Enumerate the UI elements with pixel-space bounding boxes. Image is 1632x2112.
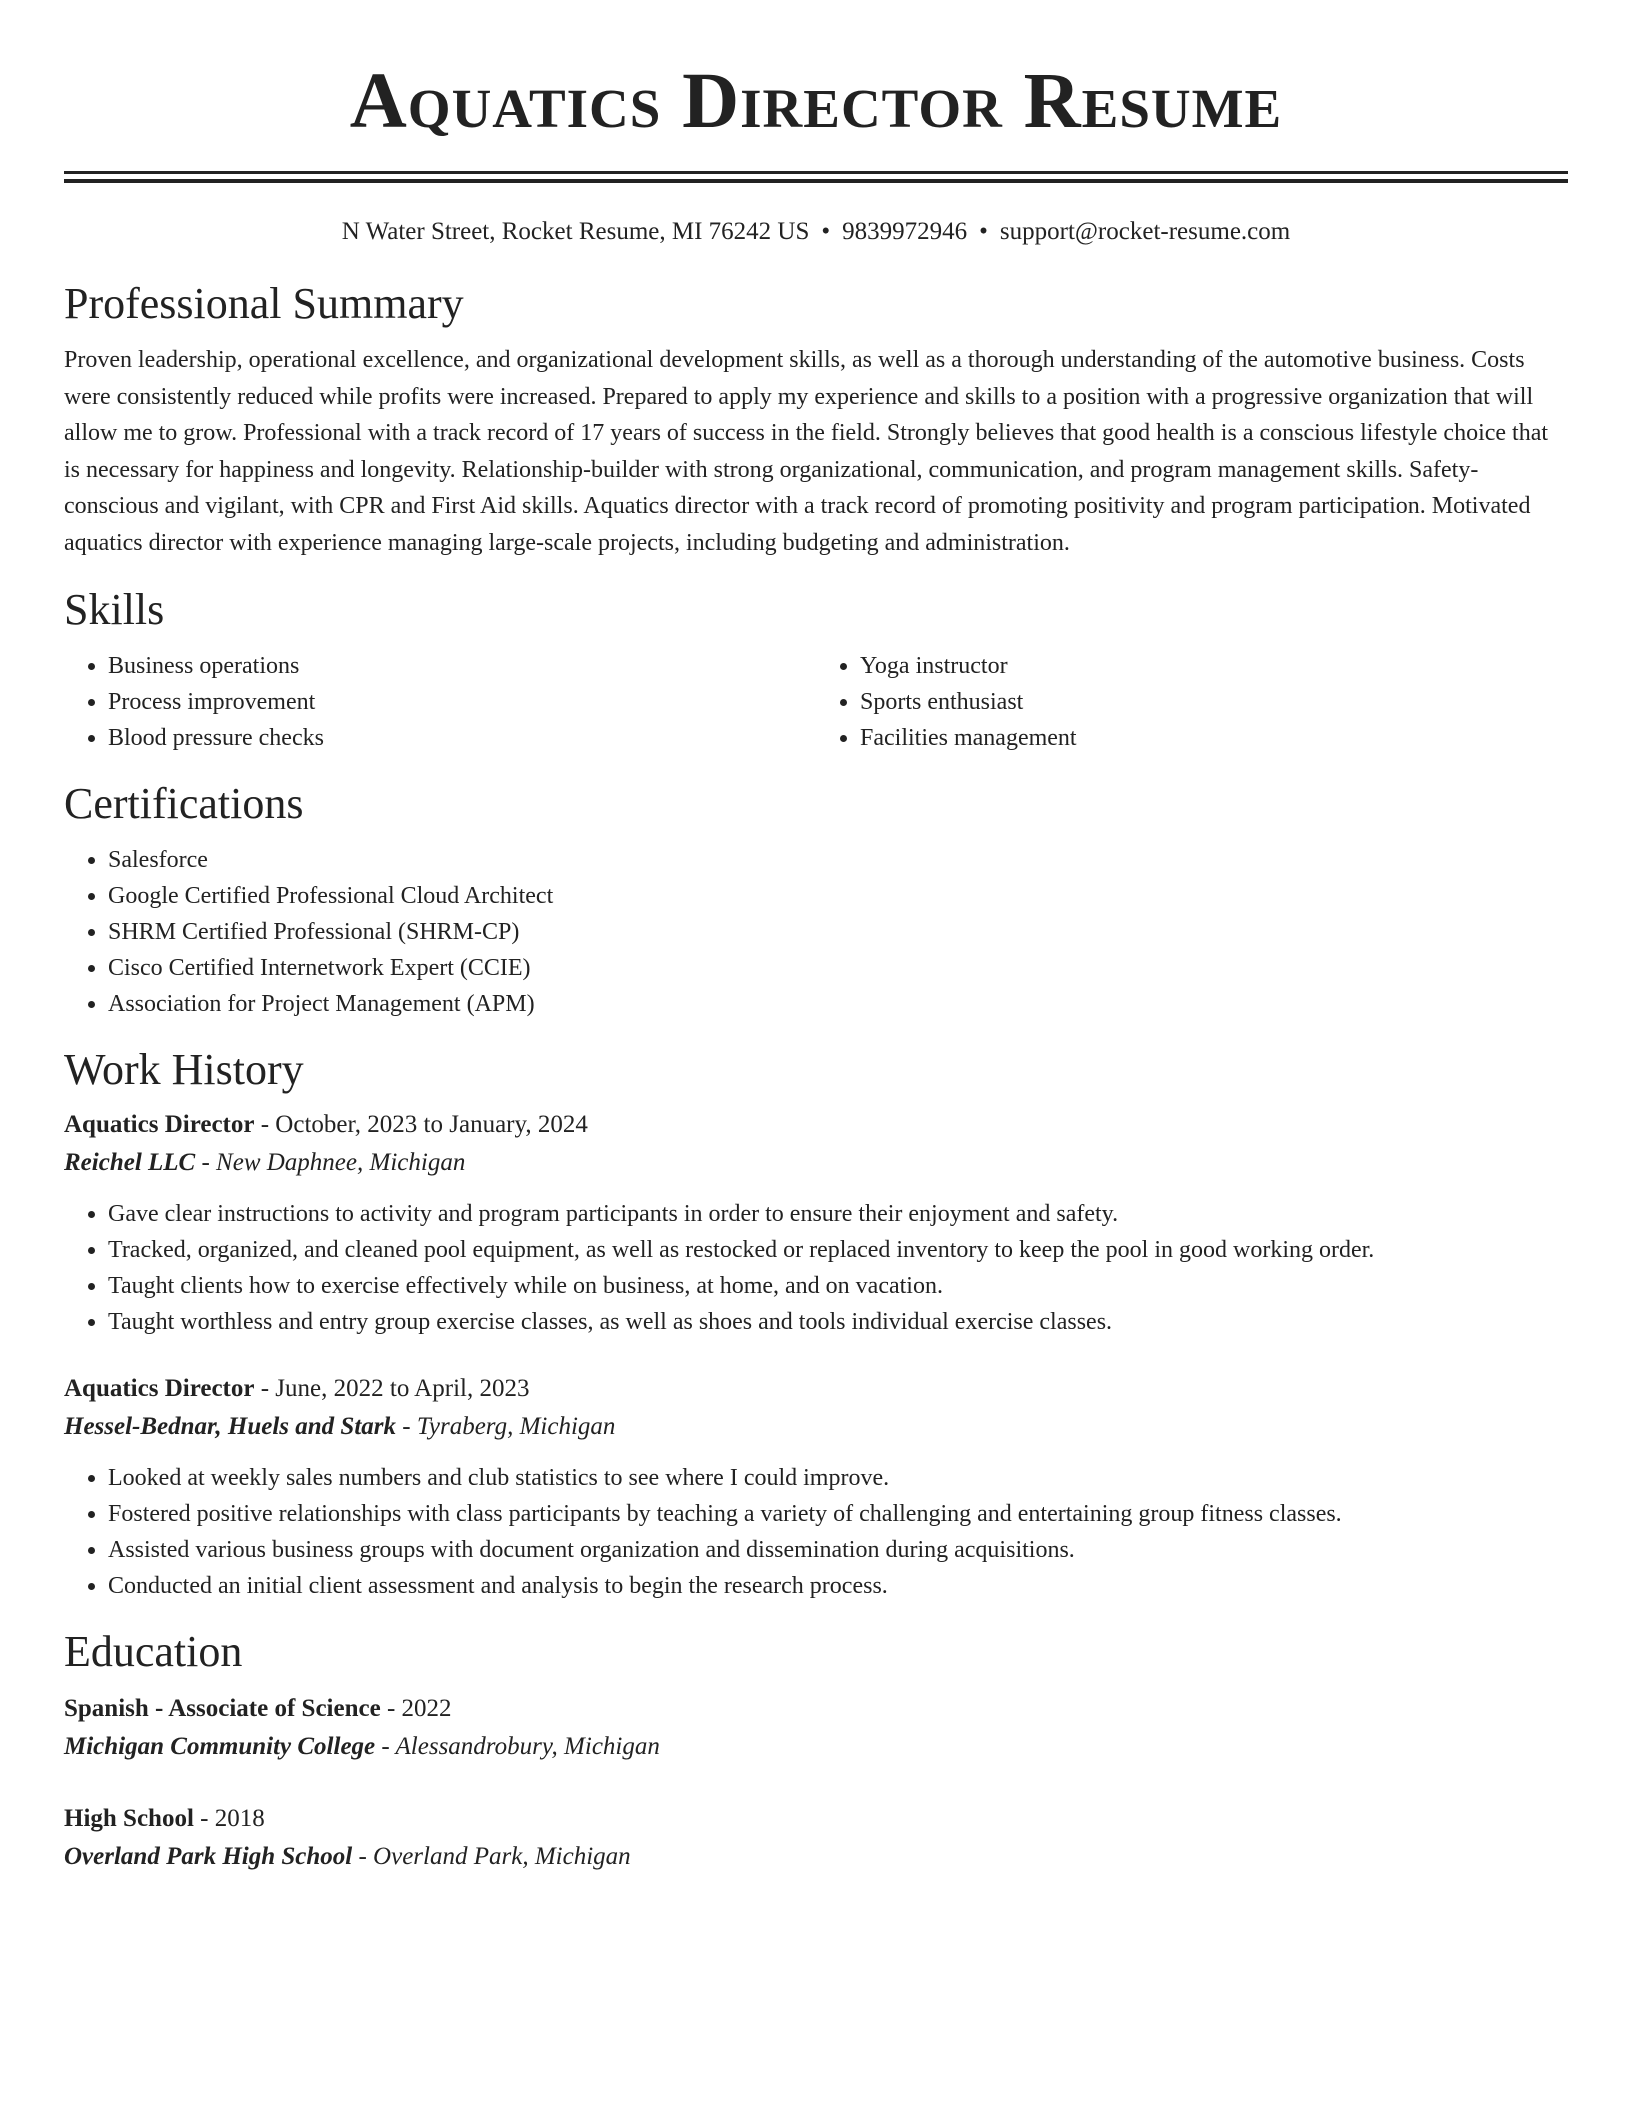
certification-item: • Google Certified Professional Cloud Architect [108,878,1568,914]
education-location: - Overland Park, Michigan [352,1842,631,1870]
work-heading: Work History [64,1044,304,1094]
job-bullet: • Fostered positive relationships with class participants by teaching a variety of challenging and entertaining group fitness classes. [108,1496,1568,1532]
job-bullet: • Assisted various business groups with document organization and dissemination during acquisitions. [108,1532,1568,1568]
contact-separator: • [979,218,988,245]
page-title: Aquatics Director Resume [349,58,1283,145]
certification-item: • SHRM Certified Professional (SHRM-CP) [108,914,1568,950]
skills-heading: Skills [64,584,165,634]
education-degree-line [64,1690,1568,1728]
skill-item: • Blood pressure checks [108,720,816,756]
skills-columns [64,648,1568,756]
skill-item: • Sports enthusiast [860,684,1568,720]
skill-item: • Yoga instructor [860,648,1568,684]
education-degree: Spanish - Associate of Science [64,1694,381,1722]
job-bullets [64,1460,1568,1604]
education-entry [64,1800,1568,1876]
education-location: - Alessandrobury, Michigan [375,1732,660,1760]
education-heading: Education [64,1626,243,1676]
skill-item: • Process improvement [108,684,816,720]
job-location: - New Daphnee, Michigan [195,1148,466,1176]
job-dates: - October, 2023 to January, 2024 [254,1110,588,1138]
job-bullet: • Gave clear instructions to activity and program participants in order to ensure their enjoyment and safety. [108,1196,1568,1232]
job-company-line [64,1144,1568,1182]
contact-phone: 9839972946 [842,218,968,245]
job-title-line [64,1106,1568,1144]
certification-item: • Association for Project Management (APM) [108,986,1568,1022]
job-entry [64,1106,1568,1340]
certification-item: • Cisco Certified Internetwork Expert (CCIE) [108,950,1568,986]
job-location: - Tyraberg, Michigan [396,1412,616,1440]
education-year: - 2022 [380,1694,452,1722]
job-bullet: • Looked at weekly sales numbers and club statistics to see where I could improve. [108,1460,1568,1496]
education-degree: High School [64,1804,194,1832]
education-degree-line [64,1800,1568,1838]
job-bullet: • Taught worthless and entry group exercise classes, as well as shoes and tools individual exercise classes. [108,1304,1568,1340]
skills-list-left [64,648,816,756]
summary-text: Proven leadership, operational excellence, and organizational development skills, as well as a thorough understanding of the automotive business. Costs were consistently reduced while profits were increased. Prepared to apply my experience and skills to a position with a progressive organization that will allow me to grow. Professional with a track record of 17 years of success in the field. Strongly believes that good health is a conscious lifestyle choice that is necessary for happiness and longevity. Relationship-builder with strong organizational, communication, and program management skills. Safety-conscious and vigilant, with CPR and First Aid skills. Aquatics director with a track record of promoting positivity and program participation. Motivated aquatics director with experience managing large-scale projects, including budgeting and administration. [64,347,1549,556]
summary-heading: Professional Summary [64,279,464,328]
job-title-line [64,1370,1568,1408]
education-school: Michigan Community College [64,1732,376,1760]
job-bullet: • Taught clients how to exercise effectively while on business, at home, and on vacation. [108,1268,1568,1304]
certifications-heading: Certifications [64,778,304,828]
job-company: Hessel-Bednar, Huels and Stark [64,1412,396,1440]
education-school: Overland Park High School [64,1842,353,1870]
job-bullets [64,1196,1568,1340]
job-bullet: • Conducted an initial client assessment and analysis to begin the research process. [108,1568,1568,1604]
education-school-line [64,1838,1568,1876]
job-bullet: • Tracked, organized, and cleaned pool equipment, as well as restocked or replaced inventory to keep the pool in good working order. [108,1232,1568,1268]
contact-address: N Water Street, Rocket Resume, MI 76242 US [341,218,810,245]
job-title: Aquatics Director [64,1110,255,1138]
skill-item: • Business operations [108,648,816,684]
education-school-line [64,1728,1568,1766]
education-entry [64,1690,1568,1766]
contact-separator: • [821,218,831,245]
certifications-list [64,842,1568,1022]
job-dates: - June, 2022 to April, 2023 [254,1374,530,1402]
education-year: - 2018 [193,1804,265,1832]
contact-line [64,219,1568,244]
job-entry [64,1370,1568,1604]
job-company-line [64,1408,1568,1446]
certification-item: • Salesforce [108,842,1568,878]
job-title: Aquatics Director [64,1374,255,1402]
title-double-rule [64,171,1568,183]
skill-item: • Facilities management [860,720,1568,756]
job-company: Reichel LLC [64,1148,196,1176]
skills-list-right [816,648,1568,756]
contact-email: support@rocket-resume.com [999,218,1291,245]
